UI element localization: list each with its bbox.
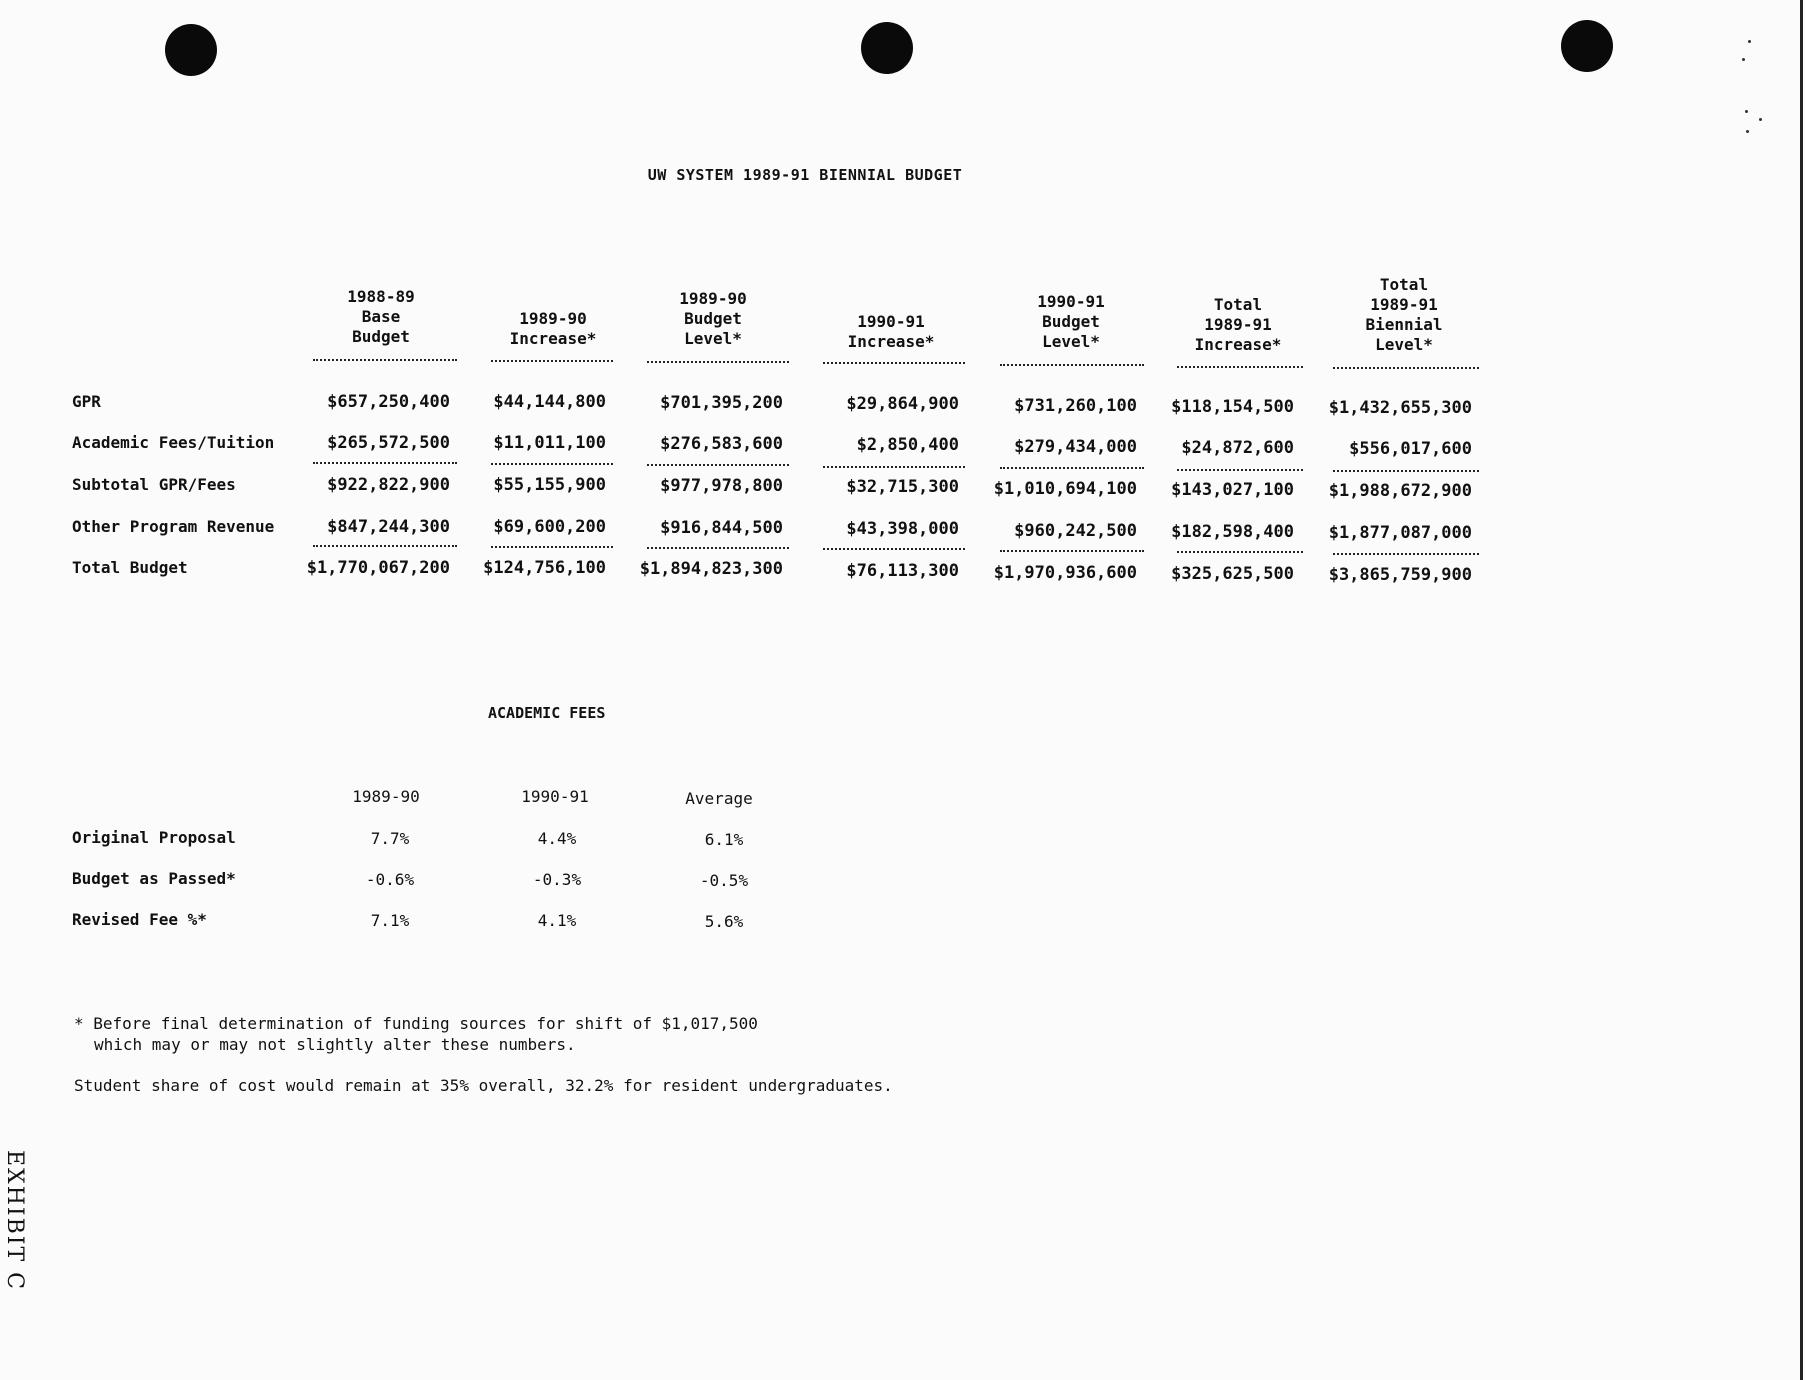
table-cell: $276,583,600 bbox=[660, 434, 783, 454]
table-cell: $731,260,100 bbox=[1014, 396, 1137, 416]
table-cell: $1,770,067,200 bbox=[306, 558, 450, 578]
scan-speck bbox=[1746, 130, 1749, 133]
col-head-1988-89-base-budget: 1988-89 Base Budget bbox=[347, 287, 415, 346]
fee-cell: 5.6% bbox=[704, 912, 744, 931]
subtotal-rule bbox=[1177, 469, 1303, 471]
subtotal-rule bbox=[1333, 470, 1479, 472]
subtotal-rule bbox=[491, 463, 613, 465]
fee-cell: 4.1% bbox=[537, 911, 577, 930]
table-cell: $182,598,400 bbox=[1171, 522, 1294, 542]
table-cell: $124,756,100 bbox=[483, 558, 606, 578]
fee-row-label-passed: Budget as Passed* bbox=[72, 869, 236, 888]
total-rule bbox=[823, 548, 965, 550]
total-rule bbox=[491, 546, 613, 548]
col-head-total-1989-91-increase: Total 1989-91 Increase* bbox=[1194, 295, 1282, 354]
table-cell: $2,850,400 bbox=[856, 435, 959, 455]
row-label-academic-fees: Academic Fees/Tuition bbox=[72, 433, 275, 452]
page-edge-line bbox=[1800, 0, 1803, 1380]
header-rule bbox=[491, 360, 613, 362]
fee-cell: 7.7% bbox=[370, 829, 410, 848]
header-rule bbox=[823, 362, 965, 364]
row-label-total-budget: Total Budget bbox=[72, 558, 188, 577]
subtotal-rule bbox=[1000, 467, 1144, 469]
table-cell: $279,434,000 bbox=[1014, 437, 1137, 457]
col-head-1989-90-budget-level: 1989-90 Budget Level* bbox=[679, 289, 747, 348]
row-label-other-revenue: Other Program Revenue bbox=[72, 517, 275, 536]
scan-speck bbox=[1759, 118, 1762, 121]
table-cell: $1,010,694,100 bbox=[993, 479, 1137, 499]
table-cell: $44,144,800 bbox=[493, 392, 606, 412]
header-rule bbox=[1333, 367, 1479, 369]
table-cell: $556,017,600 bbox=[1349, 439, 1472, 459]
scan-speck bbox=[1745, 110, 1748, 113]
footnote-line-2: which may or may not slightly alter these numbers. bbox=[94, 1035, 576, 1054]
header-rule bbox=[647, 361, 789, 363]
total-rule bbox=[1333, 553, 1479, 555]
row-label-subtotal: Subtotal GPR/Fees bbox=[72, 475, 236, 494]
table-cell: $1,877,087,000 bbox=[1328, 523, 1472, 543]
fee-cell: -0.6% bbox=[365, 870, 415, 889]
total-rule bbox=[1000, 550, 1144, 552]
academic-fees-title: ACADEMIC FEES bbox=[488, 704, 606, 722]
document-title: UW SYSTEM 1989-91 BIENNIAL BUDGET bbox=[647, 166, 963, 184]
subtotal-rule bbox=[647, 464, 789, 466]
table-cell: $847,244,300 bbox=[327, 517, 450, 537]
table-cell: $922,822,900 bbox=[327, 475, 450, 495]
table-cell: $24,872,600 bbox=[1181, 438, 1294, 458]
table-cell: $69,600,200 bbox=[493, 517, 606, 537]
header-rule bbox=[313, 359, 457, 361]
scan-speck bbox=[1742, 58, 1745, 61]
table-cell: $265,572,500 bbox=[327, 433, 450, 453]
table-cell: $701,395,200 bbox=[660, 393, 783, 413]
table-cell: $960,242,500 bbox=[1014, 521, 1137, 541]
table-cell: $118,154,500 bbox=[1171, 397, 1294, 417]
table-cell: $325,625,500 bbox=[1171, 564, 1294, 584]
fee-cell: 6.1% bbox=[704, 830, 744, 849]
exhibit-label: EXHIBIT C bbox=[2, 1150, 27, 1291]
fee-cell: -0.3% bbox=[532, 870, 582, 889]
table-cell: $916,844,500 bbox=[660, 518, 783, 538]
table-cell: $1,894,823,300 bbox=[639, 559, 783, 579]
binder-hole-right bbox=[1561, 20, 1613, 72]
binder-hole-left bbox=[165, 24, 217, 76]
subtotal-rule bbox=[313, 462, 457, 464]
table-cell: $977,978,800 bbox=[660, 476, 783, 496]
fee-cell: -0.5% bbox=[699, 871, 749, 890]
scan-speck bbox=[1748, 40, 1751, 43]
table-cell: $1,970,936,600 bbox=[993, 563, 1137, 583]
student-share-note: Student share of cost would remain at 35% overall, 32.2% for resident undergraduates. bbox=[74, 1076, 893, 1095]
table-cell: $55,155,900 bbox=[493, 475, 606, 495]
subtotal-rule bbox=[823, 466, 965, 468]
table-cell: $76,113,300 bbox=[846, 561, 959, 581]
table-cell: $1,432,655,300 bbox=[1328, 398, 1472, 418]
table-cell: $32,715,300 bbox=[846, 477, 959, 497]
fee-col-head-1990-91: 1990-91 bbox=[521, 787, 589, 806]
table-cell: $657,250,400 bbox=[327, 392, 450, 412]
col-head-1990-91-increase: 1990-91 Increase* bbox=[847, 312, 935, 351]
table-cell: $43,398,000 bbox=[846, 519, 959, 539]
total-rule bbox=[1177, 551, 1303, 553]
fee-row-label-revised: Revised Fee %* bbox=[72, 910, 207, 929]
table-cell: $29,864,900 bbox=[846, 394, 959, 414]
fee-col-head-1989-90: 1989-90 bbox=[352, 787, 420, 806]
table-cell: $1,988,672,900 bbox=[1328, 481, 1472, 501]
row-label-gpr: GPR bbox=[72, 392, 101, 411]
header-rule bbox=[1000, 364, 1144, 366]
fee-col-head-average: Average bbox=[685, 789, 753, 808]
col-head-1990-91-budget-level: 1990-91 Budget Level* bbox=[1037, 292, 1105, 351]
total-rule bbox=[647, 547, 789, 549]
fee-cell: 7.1% bbox=[370, 911, 410, 930]
header-rule bbox=[1177, 366, 1303, 368]
table-cell: $11,011,100 bbox=[493, 433, 606, 453]
footnote-line-1: * Before final determination of funding sources for shift of $1,017,500 bbox=[74, 1014, 758, 1033]
total-rule bbox=[313, 545, 457, 547]
table-cell: $143,027,100 bbox=[1171, 480, 1294, 500]
binder-hole-center bbox=[861, 22, 913, 74]
fee-row-label-original: Original Proposal bbox=[72, 828, 236, 847]
col-head-total-biennial-level: Total 1989-91 Biennial Level* bbox=[1365, 275, 1443, 354]
col-head-1989-90-increase: 1989-90 Increase* bbox=[509, 309, 597, 348]
table-cell: $3,865,759,900 bbox=[1328, 565, 1472, 585]
fee-cell: 4.4% bbox=[537, 829, 577, 848]
